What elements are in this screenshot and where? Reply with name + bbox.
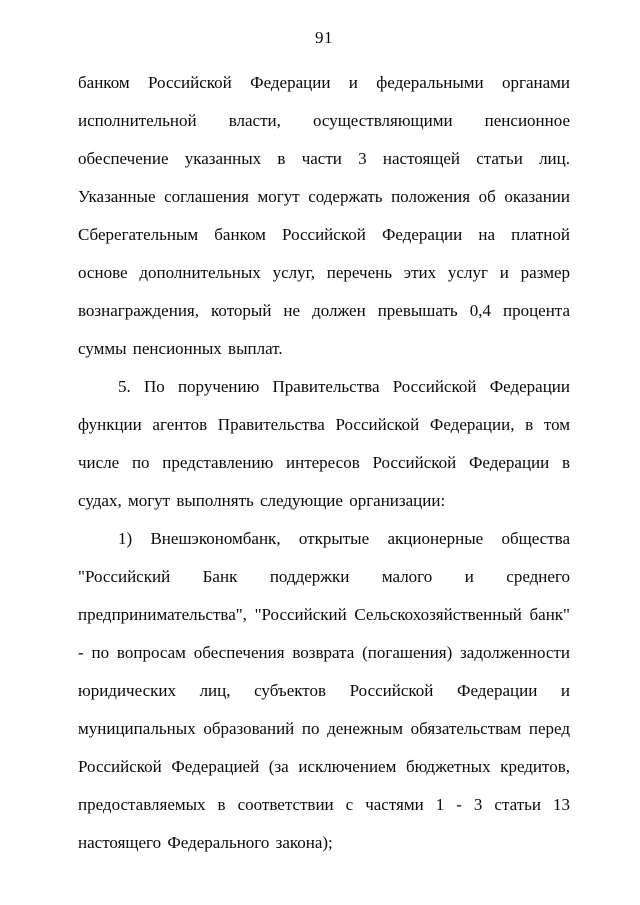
paragraph-subitem-1: 1) Внешэкономбанк, открытые акционерные общества "Российский Банк поддержки малого и среднего предпринимательства", "Российский Сельскохозяйственный банк" - по вопросам обеспечения возврата (погашения) задолженности юридических лиц, субъектов Российской Федерации и муниципальных образований по денежным обязательствам перед Российской Федерацией (за исключением бюджетных кредитов, предоставляемых в соответствии с частями 1 - 3 статьи 13 настоящего Федерального закона); <box>78 529 570 852</box>
page-number: 91 <box>315 28 333 47</box>
paragraph-continuation: банком Российской Федерации и федеральными органами исполнительной власти, осуществляющими пенсионное обеспечение указанных в части 3 настоящей статьи лиц. Указанные соглашения могут содержать положения об оказании Сберегательным банком Российской Федерации на платной основе дополнительных услуг, перечень этих услуг и размер вознаграждения, который не должен превышать 0,4 процента суммы пенсионных выплат. <box>78 73 570 358</box>
document-body <box>78 64 570 862</box>
paragraph-item-5: 5. По поручению Правительства Российской Федерации функции агентов Правительства Российской Федерации, в том числе по представлению интересов Российской Федерации в судах, могут выполнять следующие организации: <box>78 377 570 510</box>
